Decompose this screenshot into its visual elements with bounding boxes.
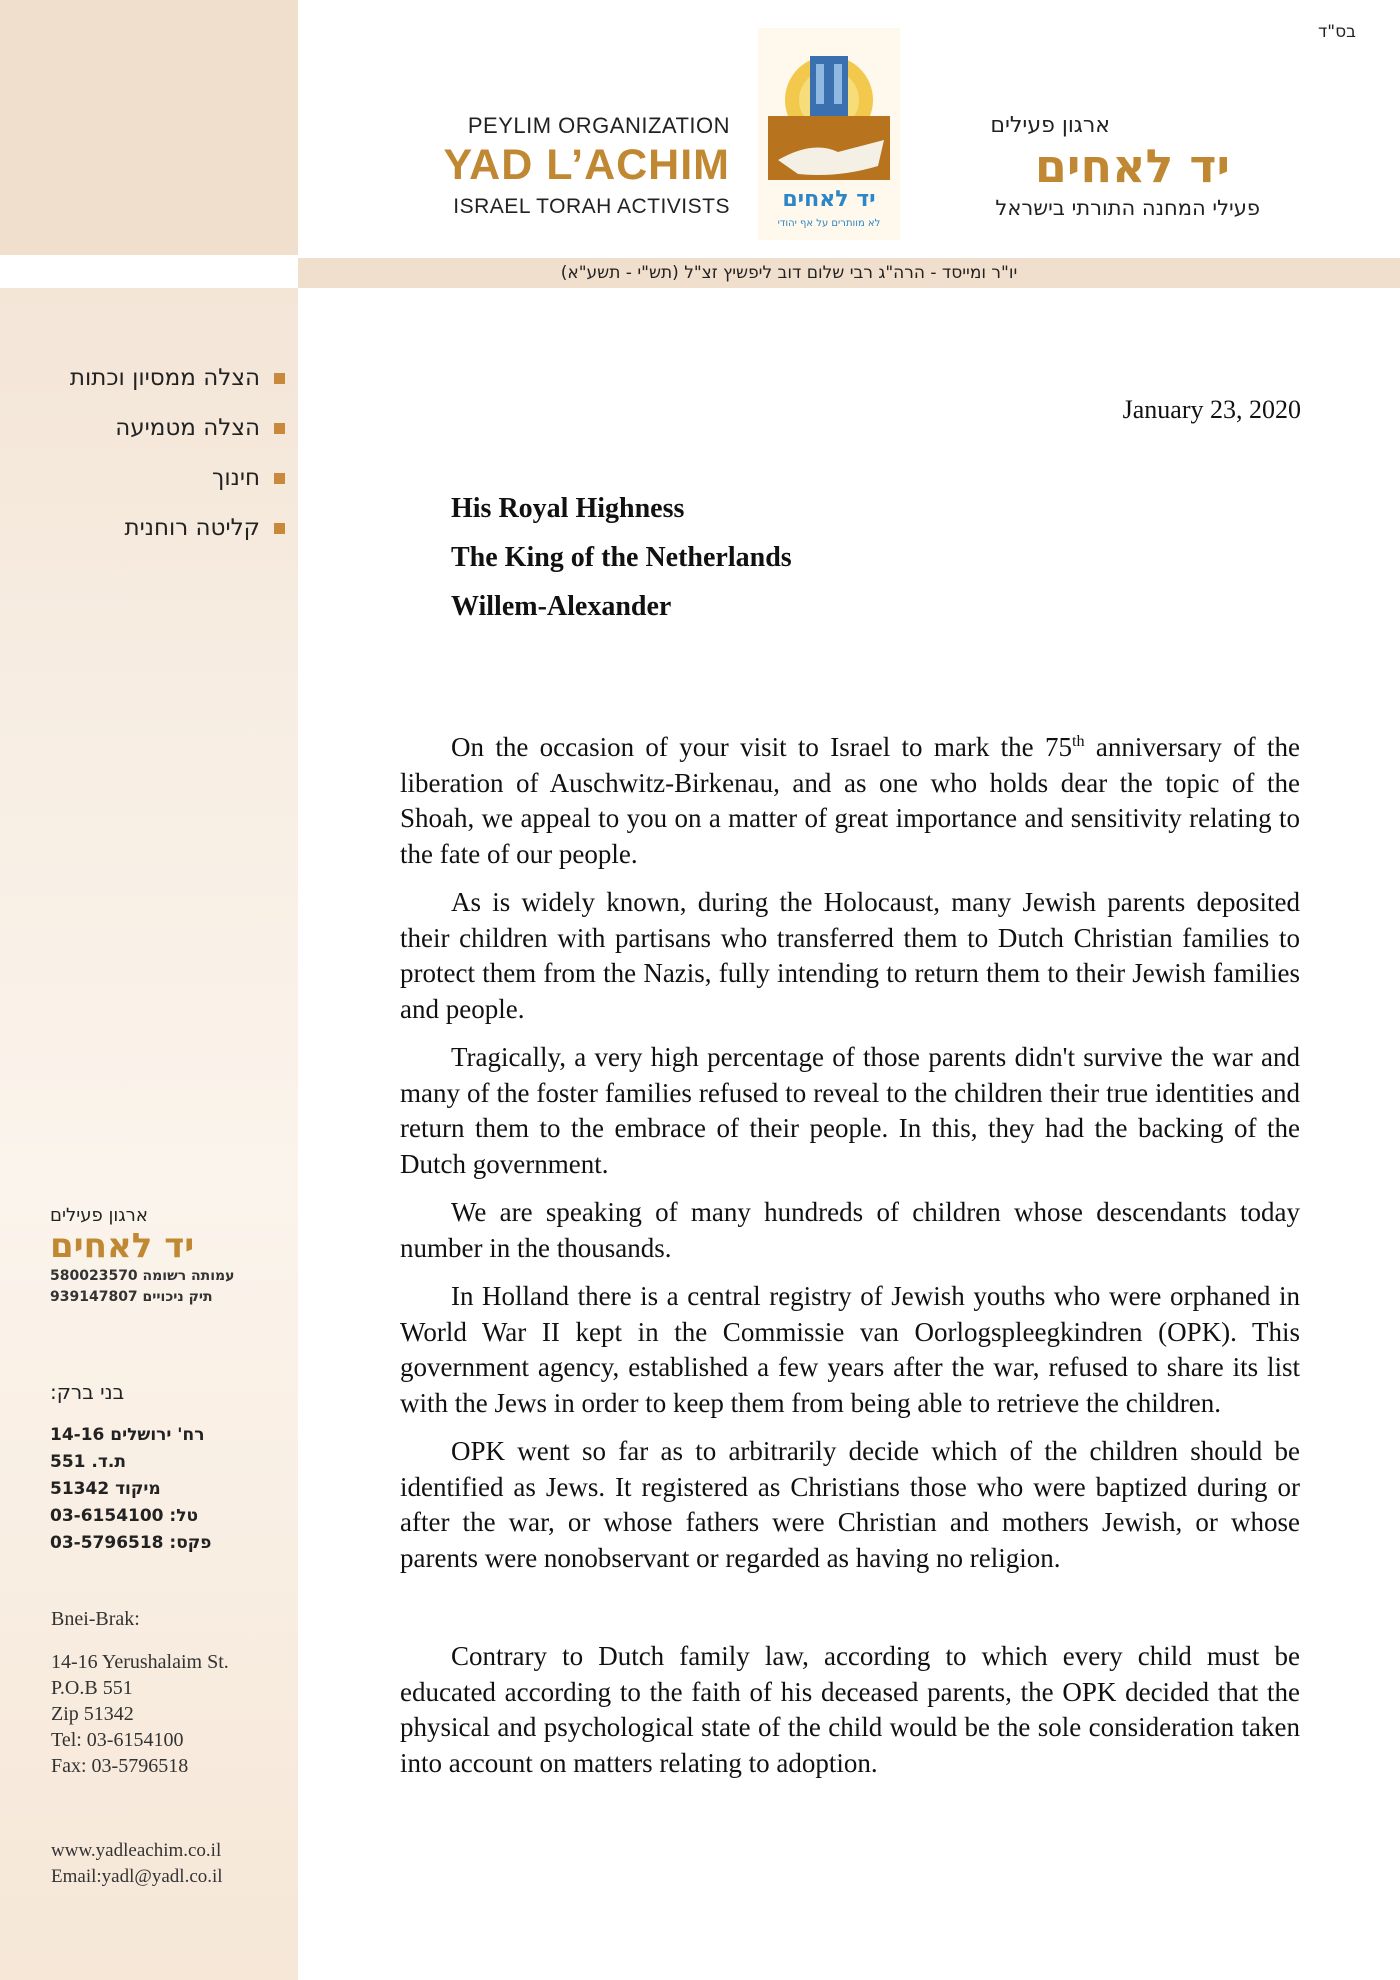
address-line: 03-5796518 :פקס — [50, 1533, 212, 1553]
bsd-mark: בס"ד — [1318, 22, 1356, 42]
address-line: 51342 מיקוד — [50, 1479, 161, 1499]
paragraph-2: As is widely known, during the Holocaust, many Jewish parents deposited their children with partisans who transferred them to Dutch Christian families to protect them from the Nazis, fully intending to return them to their Jewish families and people. — [400, 887, 1300, 1024]
emblem-name: יד לאחים — [782, 187, 876, 212]
recipient-block — [451, 484, 792, 631]
address-line: 14-16 Yerushalaim St. — [51, 1651, 229, 1673]
tax-file-number: 939147807 תיק ניכויים — [50, 1289, 213, 1305]
address-line: Zip 51342 — [51, 1703, 134, 1725]
letter-date: January 23, 2020 — [1122, 395, 1301, 424]
services-list — [40, 360, 285, 560]
logo-english — [440, 113, 730, 219]
logo-he-name: יד לאחים — [1034, 139, 1230, 193]
emblem-tagline: לא מוותרים על אף יהודי — [777, 218, 881, 229]
organization-emblem — [758, 28, 900, 240]
email-link[interactable]: Email:yadl@yadl.co.il — [51, 1866, 223, 1887]
paragraph-4: We are speaking of many hundreds of children whose descendants today number in the thousands. — [400, 1197, 1300, 1263]
logo-he-org: ארגון פעילים — [990, 113, 1110, 138]
service-item: קליטה רוחנית — [40, 510, 285, 560]
address-line: Fax: 03-5796518 — [51, 1755, 189, 1777]
address-line: 14-16 רח' ירושלים — [50, 1425, 205, 1445]
address-english — [51, 1608, 291, 1779]
address-hebrew — [50, 1380, 270, 1557]
contact-web — [51, 1838, 223, 1890]
recipient-line: Willem-Alexander — [451, 591, 672, 622]
square-bullet-icon — [274, 423, 285, 434]
square-bullet-icon — [274, 473, 285, 484]
paragraph-5: In Holland there is a central registry of Jewish youths who were orphaned in World War II kept in the Commissie van Oorlogspleegkindren (OPK). This government agency, established a few years after the war, refused to share its list with the Jews in order to keep them from being able to retrieve the children. — [400, 1281, 1300, 1418]
address-line: 551 .ת.ד — [50, 1452, 126, 1472]
logo-he-sub: פעילי המחנה התורתי בישראל — [995, 196, 1260, 220]
recipient-line: The King of the Netherlands — [451, 542, 792, 573]
recipient-line: His Royal Highness — [451, 493, 685, 524]
address-line: P.O.B 551 — [51, 1677, 133, 1699]
footer-org: ארגון פעילים — [50, 1205, 148, 1226]
letter-body — [400, 730, 1300, 1794]
website-link[interactable]: www.yadleachim.co.il — [51, 1840, 222, 1861]
divider-band — [0, 255, 298, 288]
address-line: 03-6154100 :טל — [50, 1506, 199, 1526]
service-item: הצלה מטמיעה — [40, 410, 285, 460]
square-bullet-icon — [274, 523, 285, 534]
paragraph-7: Contrary to Dutch family law, according to which every child must be educated according to the faith of his deceased parents, the OPK decided that the physical and psychological state of the child would be the sole consideration taken into account on matters relating to adoption. — [400, 1641, 1300, 1778]
city-label-en: Bnei-Brak: — [51, 1608, 140, 1630]
founder-band: יו"ר ומייסד - הרה"ג רבי שלום דוב ליפשיץ זצ"ל (תש"י - תשע"א) — [298, 258, 1400, 288]
footer-name: יד לאחים — [50, 1226, 195, 1266]
square-bullet-icon — [274, 373, 285, 384]
logo-en-sub: ISRAEL TORAH ACTIVISTS — [453, 195, 730, 218]
building-icon — [810, 56, 848, 118]
sidebar-header-block — [0, 0, 298, 255]
footer-hebrew-logo — [50, 1205, 270, 1308]
paragraph-1: On the occasion of your visit to Israel to mark the 75th anniversary of the liberation of Auschwitz-Birkenau, and as one who holds dear the topic of the Shoah, we appeal to you on a matter of great importance and sensitivity relating to the fate of our people. — [400, 732, 1300, 869]
registration-number: 580023570 עמותה רשומה — [50, 1268, 235, 1284]
city-label-he: בני ברק: — [50, 1380, 125, 1404]
address-line: Tel: 03-6154100 — [51, 1729, 184, 1751]
logo-en-org: PEYLIM ORGANIZATION — [467, 113, 730, 138]
logo-en-name: YAD L’ACHIM — [443, 141, 730, 189]
service-item: חינוך — [40, 460, 285, 510]
paragraph-3: Tragically, a very high percentage of those parents didn't survive the war and many of the foster families refused to reveal to the children their true identities and return them to the embrace of their people. In this, they had the backing of the Dutch government. — [400, 1042, 1300, 1179]
paragraph-6: OPK went so far as to arbitrarily decide which of the children should be identified as Jews. It registered as Christians those who were baptized during or after the war, or whose fathers were Christian and mothers Jewish, or whose parents were nonobservant or regarded as having no religion. — [400, 1436, 1300, 1573]
service-item: הצלה ממסיון וכתות — [40, 360, 285, 410]
logo-hebrew — [930, 113, 1260, 220]
